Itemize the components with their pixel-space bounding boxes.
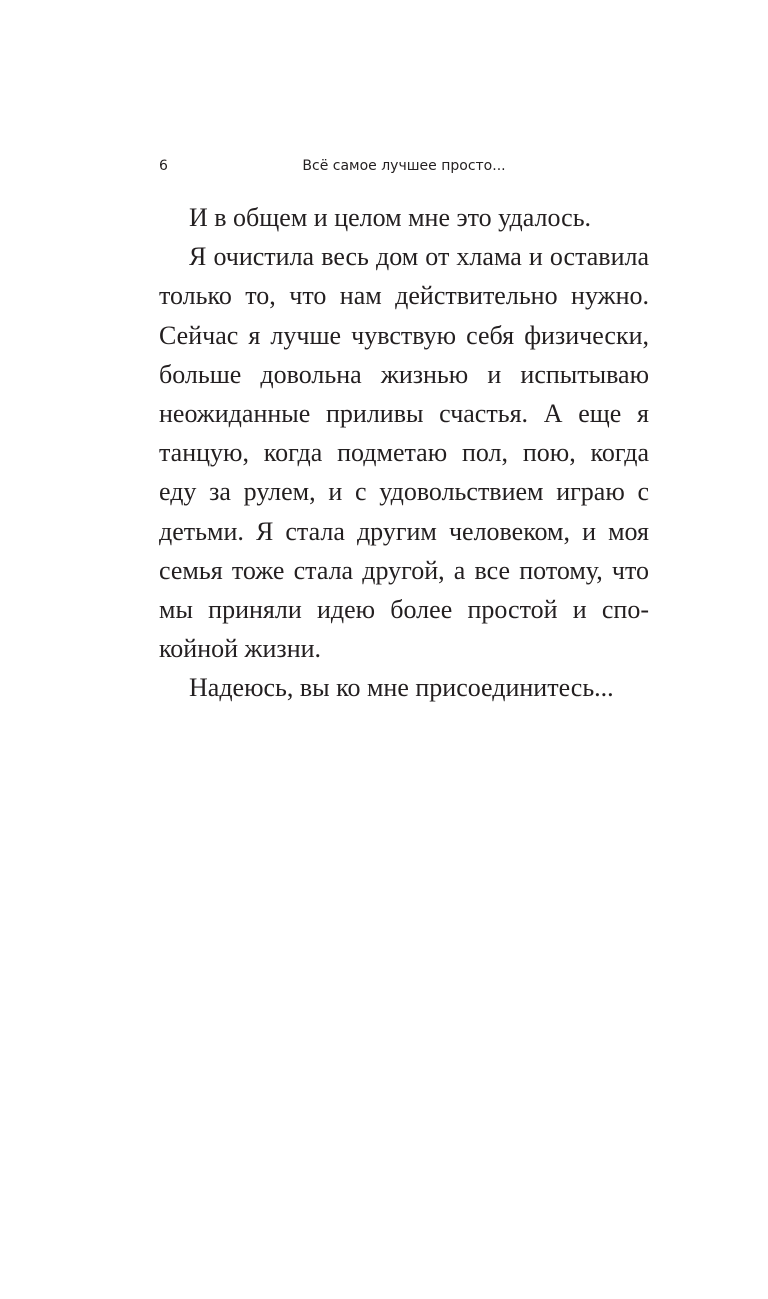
body-text	[159, 198, 649, 708]
page-header	[159, 155, 649, 181]
page-number: 6	[159, 158, 168, 174]
running-title: Всё самое лучшее просто...	[302, 158, 506, 174]
paragraph: Я очистила весь дом от хлама и оставила только то, что нам действительно нужно. Сейчас я лучше чувствую себя физически, больше довольна жизнью и испытываю неожиданные приливы счастья. А еще я танцую, когда подметаю пол, пою, когда еду за рулем, и с удовольствием играю с детьми. Я стала другим человеком, и моя семья тоже стала другой, а все потому, что мы приняли идею более простой и спокойной жизни.	[159, 242, 649, 664]
paragraph: Надеюсь, вы ко мне присоединитесь...	[189, 673, 614, 703]
paragraph: И в общем и целом мне это удалось.	[189, 203, 592, 232]
